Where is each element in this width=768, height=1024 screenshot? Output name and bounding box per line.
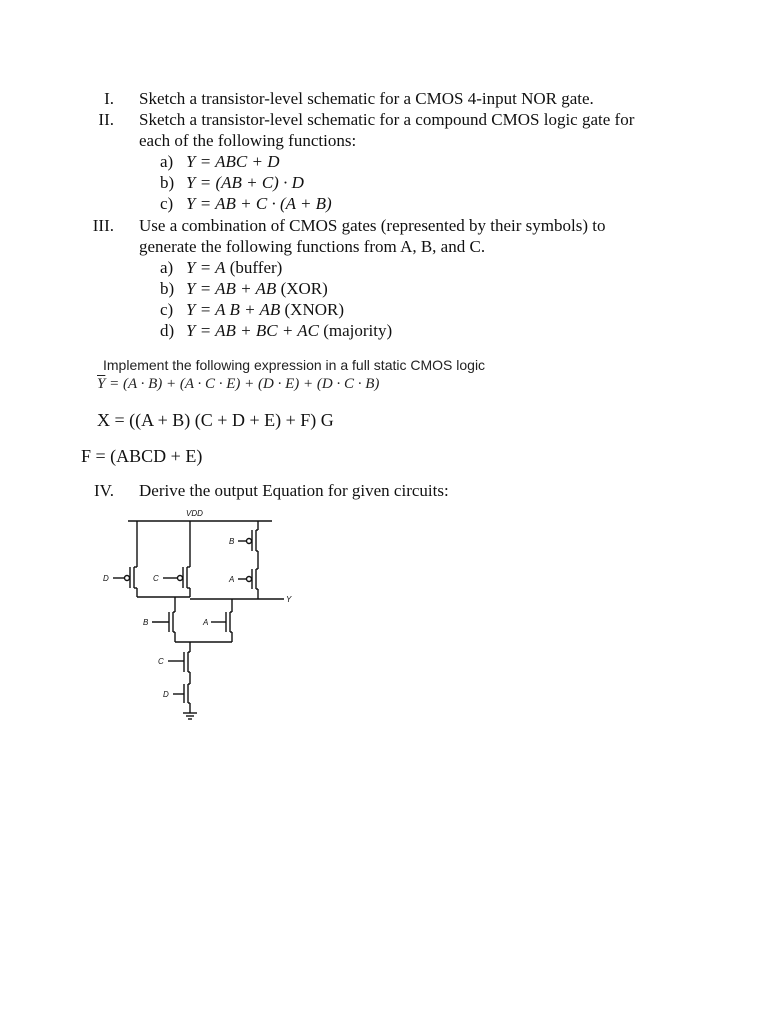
item-equation: = AB + C · (A + B) (195, 194, 332, 213)
item-label: a) (160, 258, 174, 277)
item-label: d) (160, 321, 175, 340)
item-equation: Y = AB + AB (186, 279, 277, 298)
implement-y-equation (97, 376, 379, 393)
q2-item-a (160, 151, 280, 172)
item-equation: Y = AB + BC + AC (186, 321, 319, 340)
item-label: b) (160, 173, 175, 192)
question-number: II. (98, 110, 114, 129)
y-rhs: = (A · B) + (A · C · E) + (D · E) + (D · C · B) (105, 376, 380, 392)
item-note: (XNOR) (280, 300, 345, 319)
q3-item-b (160, 278, 328, 299)
item-label: b) (160, 279, 175, 298)
output-label-y: Y (286, 595, 292, 604)
question-text: Sketch a transistor-level schematic for a CMOS 4-input NOR gate. (139, 89, 594, 108)
item-label: c) (160, 194, 174, 213)
item-note: (majority) (318, 321, 393, 340)
q3-item-c (160, 299, 344, 320)
item-equation: = (AB + C) · D (195, 173, 304, 192)
item-equation: Y = A B + AB (186, 300, 281, 319)
question-number: III. (92, 216, 114, 235)
implement-f-equation: F = (ABCD + E) (81, 446, 203, 466)
question-text-line-1: Sketch a transistor-level schematic for a compound CMOS logic gate for (139, 110, 635, 129)
item-lhs: Y (186, 173, 196, 192)
item-equation: = ABC + D (195, 152, 280, 171)
question-text: Derive the output Equation for given circuits: (139, 481, 449, 500)
input-label-d-nmos: D (163, 690, 169, 699)
input-label-c: C (153, 574, 159, 583)
item-label: a) (160, 152, 174, 171)
item-label: c) (160, 300, 174, 319)
implement-x-equation: X = ((A + B) (C + D + E) + F) G (97, 410, 334, 430)
item-lhs: Y (186, 152, 196, 171)
input-label-a-nmos: A (203, 618, 209, 627)
q3-item-d (160, 320, 392, 341)
input-label-b: B (229, 537, 235, 546)
y-bar: $\overline{Y}$ (97, 376, 106, 392)
question-text-line-2: generate the following functions from A, B, and C. (139, 237, 486, 256)
input-label-a: A (229, 575, 235, 584)
item-lhs: Y (186, 194, 196, 213)
item-note: (XOR) (276, 279, 328, 298)
item-equation: Y = A (186, 258, 226, 277)
question-text-line-1: Use a combination of CMOS gates (represented by their symbols) to (139, 216, 606, 235)
input-label-b-nmos: B (143, 618, 149, 627)
implement-title: Implement the following expression in a full static CMOS logic (103, 357, 486, 373)
q3-item-a (160, 257, 282, 278)
input-label-d: D (103, 574, 109, 583)
item-note: (buffer) (225, 258, 283, 277)
input-label-c-nmos: C (158, 657, 164, 666)
question-text-line-2: each of the following functions: (139, 131, 357, 150)
question-number: IV. (94, 481, 114, 500)
q2-item-c (160, 193, 332, 214)
q2-item-b (160, 172, 304, 193)
question-number: I. (104, 89, 114, 108)
vdd-label: VDD (186, 509, 203, 518)
